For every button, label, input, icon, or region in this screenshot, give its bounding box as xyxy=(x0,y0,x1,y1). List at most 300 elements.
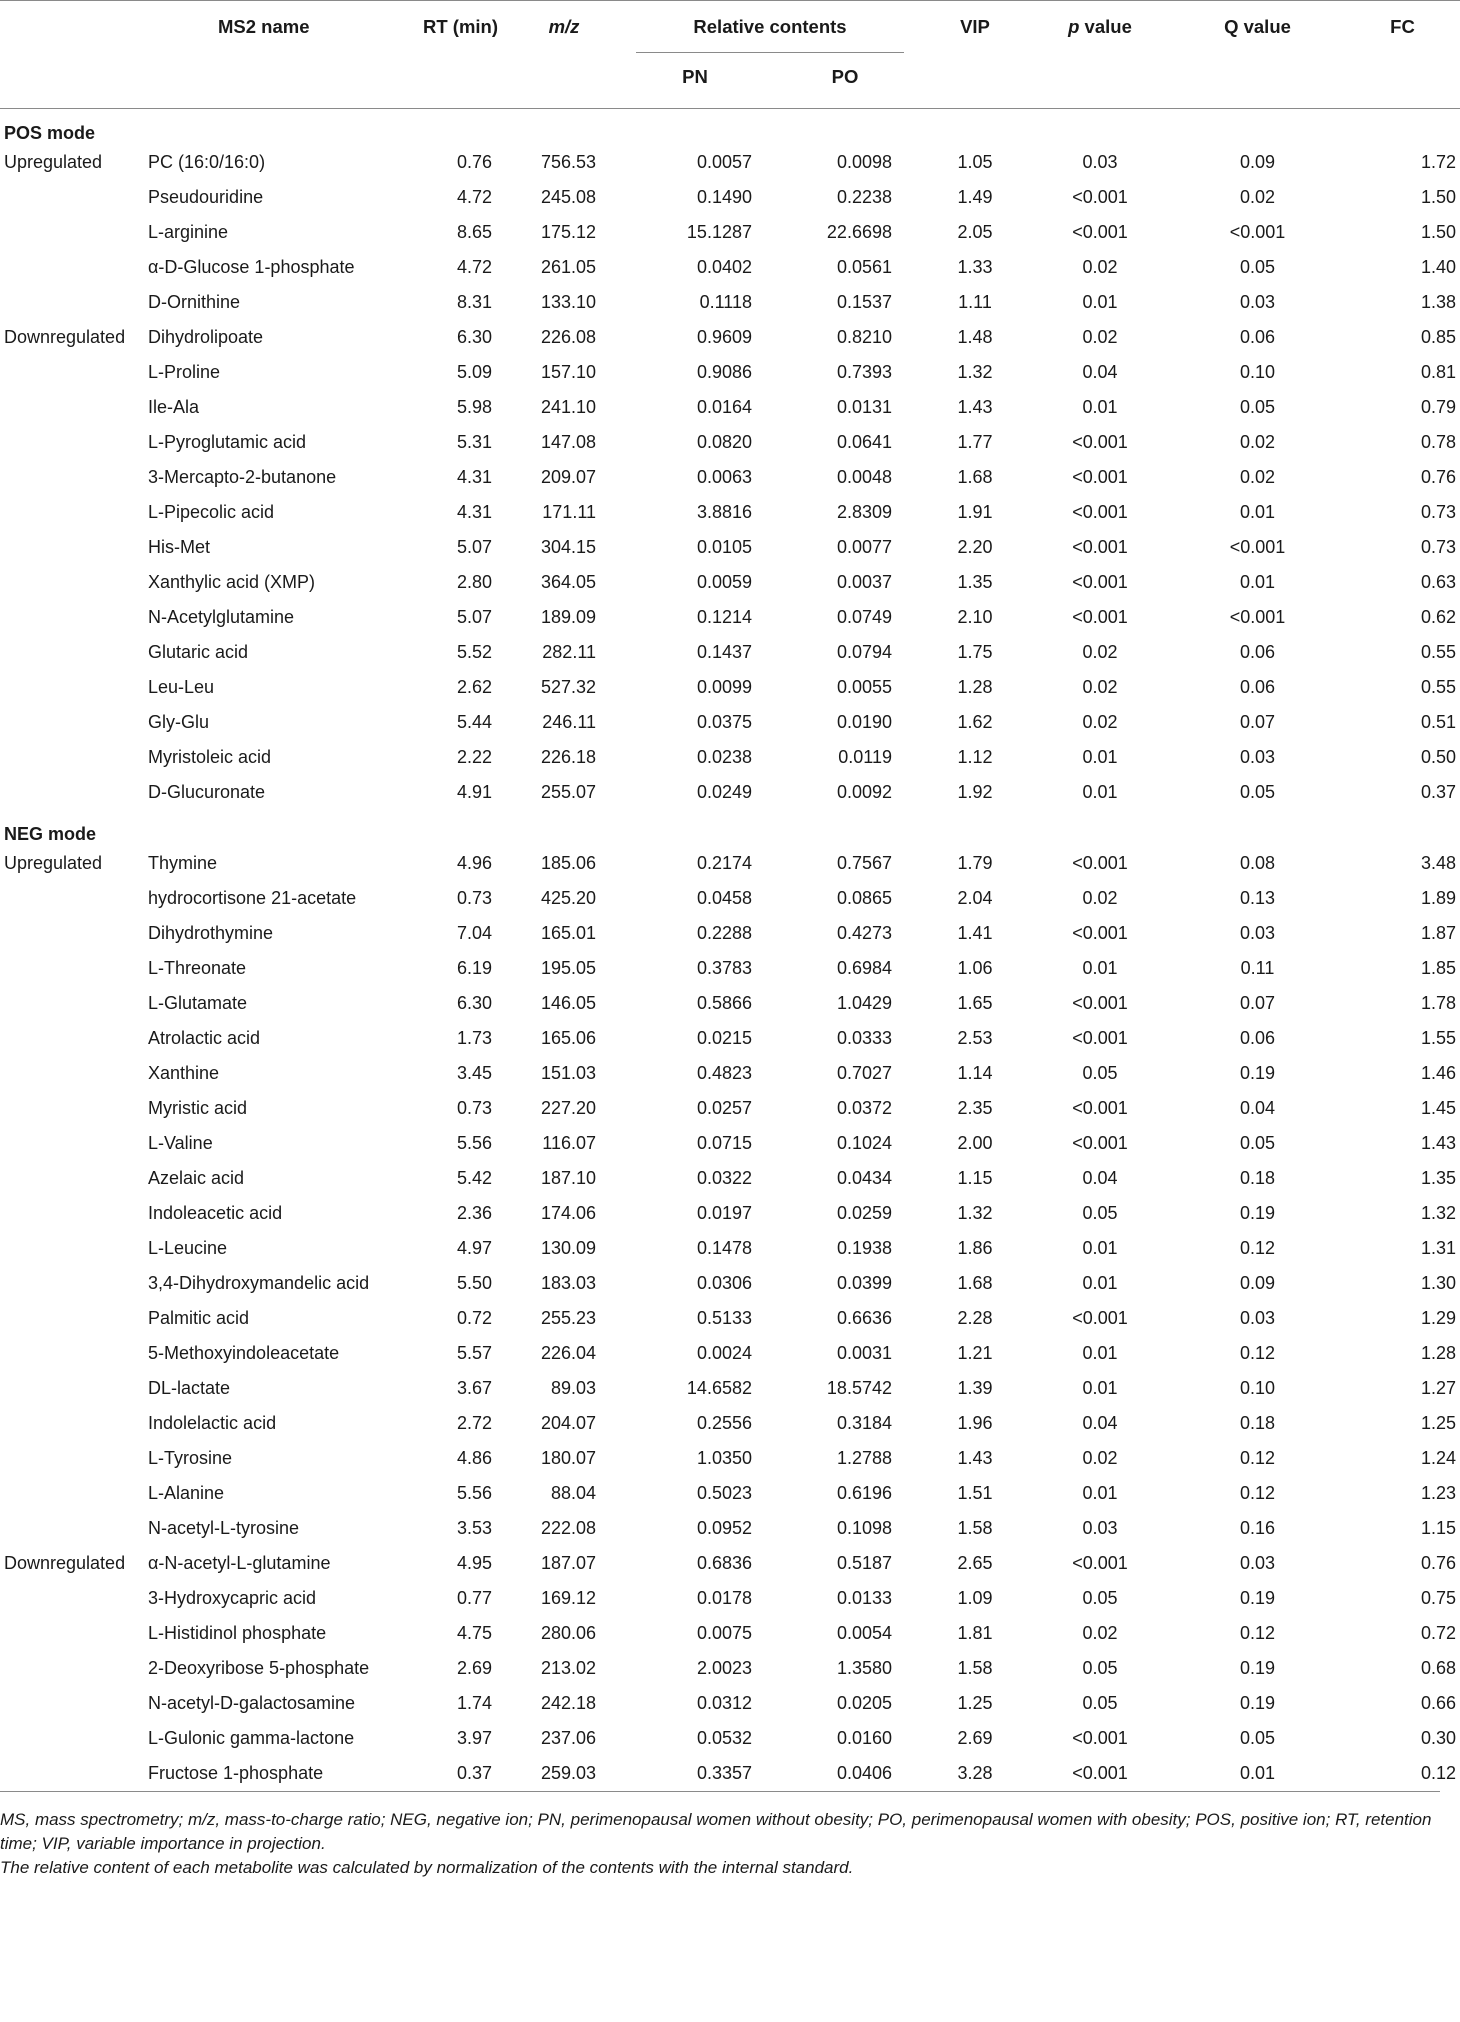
q-value: 0.09 xyxy=(1239,1273,1276,1293)
vip-value: 1.12 xyxy=(957,747,993,767)
table-row xyxy=(0,740,1460,775)
q-value: 0.08 xyxy=(1239,853,1276,873)
p-value: 0.05 xyxy=(1082,1063,1118,1083)
fc-value: 0.75 xyxy=(1420,1588,1456,1608)
table-row xyxy=(0,320,1460,355)
vip-value: 1.06 xyxy=(957,958,993,978)
metabolite-name: Thymine xyxy=(148,853,218,873)
pn-value: 14.6582 xyxy=(686,1378,752,1398)
pn-value: 0.0402 xyxy=(696,257,752,277)
mz-value: 756.53 xyxy=(540,152,596,172)
regulation-group xyxy=(0,565,148,600)
pn-value: 0.0322 xyxy=(696,1168,752,1188)
po-value: 0.0131 xyxy=(836,397,892,417)
mz-value: 89.03 xyxy=(550,1378,596,1398)
rt-value: 0.73 xyxy=(456,1098,492,1118)
mz-value: 165.01 xyxy=(540,923,596,943)
mz-value: 242.18 xyxy=(540,1693,596,1713)
table-row xyxy=(0,881,1460,916)
po-value: 1.0429 xyxy=(836,993,892,1013)
metabolite-name: N-Acetylglutamine xyxy=(148,607,295,627)
fc-value: 1.25 xyxy=(1420,1413,1456,1433)
fc-value: 1.85 xyxy=(1420,958,1456,978)
vip-value: 1.68 xyxy=(957,1273,993,1293)
vip-value: 1.49 xyxy=(957,187,993,207)
rt-value: 4.31 xyxy=(456,502,492,522)
po-value: 0.8210 xyxy=(836,327,892,347)
table-header xyxy=(0,1,1460,109)
pn-value: 0.0105 xyxy=(696,537,752,557)
po-value: 0.6636 xyxy=(836,1308,892,1328)
rt-value: 5.07 xyxy=(456,607,492,627)
p-value: <0.001 xyxy=(1072,432,1128,452)
rt-value: 5.50 xyxy=(456,1273,492,1293)
rt-value: 2.72 xyxy=(456,1413,492,1433)
table-row xyxy=(0,951,1460,986)
metabolite-name: Dihydrothymine xyxy=(148,923,274,943)
table-row xyxy=(0,1686,1460,1721)
fc-value: 0.76 xyxy=(1420,1553,1456,1573)
rt-value: 7.04 xyxy=(456,923,492,943)
fc-value: 1.40 xyxy=(1420,257,1456,277)
pn-value: 0.0059 xyxy=(696,572,752,592)
vip-value: 1.25 xyxy=(957,1693,993,1713)
metabolite-name: 3-Hydroxycapric acid xyxy=(148,1588,317,1608)
header-spacer xyxy=(413,53,508,109)
pn-value: 0.3783 xyxy=(696,958,752,978)
rt-value: 4.96 xyxy=(456,853,492,873)
po-value: 0.4273 xyxy=(836,923,892,943)
metabolite-name: PC (16:0/16:0) xyxy=(148,152,266,172)
fc-value: 1.43 xyxy=(1420,1133,1456,1153)
table-row xyxy=(0,1266,1460,1301)
regulation-group xyxy=(0,425,148,460)
rt-value: 8.31 xyxy=(456,292,492,312)
p-value: 0.05 xyxy=(1082,1588,1118,1608)
metabolite-name: L-Threonate xyxy=(148,958,247,978)
metabolite-name: L-Valine xyxy=(148,1133,213,1153)
vip-value: 2.28 xyxy=(957,1308,993,1328)
rt-value: 5.52 xyxy=(456,642,492,662)
section-row xyxy=(0,810,1460,846)
metabolite-name: Pseudouridine xyxy=(148,187,264,207)
mz-value: 282.11 xyxy=(542,642,596,662)
po-value: 0.0561 xyxy=(836,257,892,277)
q-value: <0.001 xyxy=(1229,607,1286,627)
mz-value: 245.08 xyxy=(540,187,596,207)
regulation-group: Downregulated xyxy=(4,1553,126,1573)
p-value: <0.001 xyxy=(1072,1763,1128,1783)
vip-value: 1.68 xyxy=(957,467,993,487)
vip-value: 2.69 xyxy=(957,1728,993,1748)
pn-value: 0.0057 xyxy=(696,152,752,172)
metabolite-name: D-Ornithine xyxy=(148,292,241,312)
table-row xyxy=(0,145,1460,180)
vip-value: 2.53 xyxy=(957,1028,993,1048)
header-po: PO xyxy=(831,66,859,87)
vip-value: 1.33 xyxy=(957,257,993,277)
q-value: 0.03 xyxy=(1239,747,1276,767)
pn-value: 0.0178 xyxy=(696,1588,752,1608)
po-value: 0.0641 xyxy=(836,432,892,452)
pn-value: 0.0164 xyxy=(696,397,752,417)
mz-value: 259.03 xyxy=(540,1763,596,1783)
pn-value: 0.6836 xyxy=(696,1553,752,1573)
regulation-group xyxy=(0,180,148,215)
regulation-group xyxy=(0,881,148,916)
rt-value: 0.73 xyxy=(456,888,492,908)
po-value: 22.6698 xyxy=(826,222,892,242)
vip-value: 1.15 xyxy=(957,1168,993,1188)
rt-value: 5.57 xyxy=(456,1343,492,1363)
po-value: 0.0190 xyxy=(836,712,892,732)
pn-value: 2.0023 xyxy=(696,1658,752,1678)
table-row xyxy=(0,600,1460,635)
fc-value: 1.72 xyxy=(1420,152,1456,172)
regulation-group xyxy=(0,1231,148,1266)
fc-value: 3.48 xyxy=(1420,853,1456,873)
mz-value: 246.11 xyxy=(542,712,596,732)
po-value: 0.1098 xyxy=(836,1518,892,1538)
po-value: 0.0037 xyxy=(836,572,892,592)
header-q-value: Q value xyxy=(1224,16,1291,37)
table-row xyxy=(0,635,1460,670)
mz-value: 189.09 xyxy=(540,607,596,627)
q-value: 0.06 xyxy=(1239,677,1276,697)
mz-value: 183.03 xyxy=(540,1273,596,1293)
table-row xyxy=(0,775,1460,810)
po-value: 0.0133 xyxy=(836,1588,892,1608)
header-spacer xyxy=(920,53,1030,109)
mz-value: 147.08 xyxy=(540,432,596,452)
fc-value: 0.12 xyxy=(1420,1763,1456,1783)
p-value: 0.01 xyxy=(1082,1238,1118,1258)
fc-value: 0.73 xyxy=(1420,537,1456,557)
metabolite-name: L-Glutamate xyxy=(148,993,248,1013)
rt-value: 4.31 xyxy=(456,467,492,487)
p-value: <0.001 xyxy=(1072,1728,1128,1748)
vip-value: 1.28 xyxy=(957,677,993,697)
po-value: 0.0077 xyxy=(836,537,892,557)
q-value: 0.16 xyxy=(1239,1518,1276,1538)
regulation-group xyxy=(0,460,148,495)
p-value: 0.02 xyxy=(1082,677,1118,697)
p-value: 0.05 xyxy=(1082,1693,1118,1713)
po-value: 0.0259 xyxy=(836,1203,892,1223)
table-row xyxy=(0,1126,1460,1161)
q-value: 0.18 xyxy=(1239,1413,1276,1433)
p-value: <0.001 xyxy=(1072,1308,1128,1328)
q-value: 0.10 xyxy=(1239,1378,1276,1398)
po-value: 0.1938 xyxy=(836,1238,892,1258)
metabolite-name: Myristic acid xyxy=(148,1098,248,1118)
p-value: 0.02 xyxy=(1082,642,1118,662)
pn-value: 0.4823 xyxy=(696,1063,752,1083)
metabolite-name: N-acetyl-D-galactosamine xyxy=(148,1693,356,1713)
vip-value: 1.79 xyxy=(957,853,993,873)
mz-value: 187.07 xyxy=(540,1553,596,1573)
mz-value: 237.06 xyxy=(540,1728,596,1748)
pn-value: 0.9086 xyxy=(696,362,752,382)
pn-value: 0.5023 xyxy=(696,1483,752,1503)
rt-value: 0.37 xyxy=(456,1763,492,1783)
rt-value: 5.44 xyxy=(456,712,492,732)
header-fc: FC xyxy=(1390,16,1415,37)
fc-value: 1.23 xyxy=(1420,1483,1456,1503)
rt-value: 5.42 xyxy=(456,1168,492,1188)
q-value: 0.19 xyxy=(1239,1203,1276,1223)
regulation-group xyxy=(0,1161,148,1196)
p-value: 0.04 xyxy=(1082,362,1118,382)
rt-value: 2.62 xyxy=(456,677,492,697)
fc-value: 1.45 xyxy=(1420,1098,1456,1118)
po-value: 0.0031 xyxy=(836,1343,892,1363)
p-value: <0.001 xyxy=(1072,572,1128,592)
regulation-group xyxy=(0,1756,148,1791)
pn-value: 0.0075 xyxy=(696,1623,752,1643)
rt-value: 2.22 xyxy=(456,747,492,767)
vip-value: 1.92 xyxy=(957,782,993,802)
fc-value: 1.30 xyxy=(1420,1273,1456,1293)
fc-value: 0.72 xyxy=(1420,1623,1456,1643)
vip-value: 2.04 xyxy=(957,888,993,908)
q-value: <0.001 xyxy=(1229,537,1286,557)
table-row xyxy=(0,1336,1460,1371)
vip-value: 1.77 xyxy=(957,432,993,452)
table-row xyxy=(0,425,1460,460)
p-value: 0.01 xyxy=(1082,958,1118,978)
table-row xyxy=(0,1721,1460,1756)
p-value: 0.03 xyxy=(1082,152,1118,172)
pn-value: 0.0063 xyxy=(696,467,752,487)
vip-value: 1.81 xyxy=(957,1623,993,1643)
q-value: 0.03 xyxy=(1239,1308,1276,1328)
rt-value: 0.77 xyxy=(456,1588,492,1608)
po-value: 2.8309 xyxy=(836,502,892,522)
p-value: <0.001 xyxy=(1072,1098,1128,1118)
regulation-group xyxy=(0,635,148,670)
table-row xyxy=(0,390,1460,425)
q-value: 0.12 xyxy=(1239,1483,1276,1503)
vip-value: 1.65 xyxy=(957,993,993,1013)
pn-value: 0.0532 xyxy=(696,1728,752,1748)
pn-value: 0.0238 xyxy=(696,747,752,767)
rt-value: 4.97 xyxy=(456,1238,492,1258)
p-value: 0.01 xyxy=(1082,747,1118,767)
metabolite-name: L-Pyroglutamic acid xyxy=(148,432,307,452)
fc-value: 0.30 xyxy=(1420,1728,1456,1748)
regulation-group xyxy=(0,1581,148,1616)
rt-value: 3.97 xyxy=(456,1728,492,1748)
header-mz: m/z xyxy=(548,16,580,37)
vip-value: 1.43 xyxy=(957,397,993,417)
q-value: 0.12 xyxy=(1239,1623,1276,1643)
po-value: 0.0372 xyxy=(836,1098,892,1118)
fc-value: 1.50 xyxy=(1420,187,1456,207)
q-value: <0.001 xyxy=(1229,222,1286,242)
q-value: 0.05 xyxy=(1239,782,1276,802)
vip-value: 2.20 xyxy=(957,537,993,557)
po-value: 0.1024 xyxy=(836,1133,892,1153)
metabolite-name: Dihydrolipoate xyxy=(148,327,264,347)
regulation-group: Upregulated xyxy=(4,853,103,873)
table-body xyxy=(0,109,1460,1792)
fc-value: 0.78 xyxy=(1420,432,1456,452)
q-value: 0.19 xyxy=(1239,1063,1276,1083)
po-value: 0.1537 xyxy=(836,292,892,312)
regulation-group xyxy=(0,390,148,425)
po-value: 1.2788 xyxy=(836,1448,892,1468)
p-value: 0.05 xyxy=(1082,1658,1118,1678)
fc-value: 1.55 xyxy=(1420,1028,1456,1048)
fc-value: 0.66 xyxy=(1420,1693,1456,1713)
pn-value: 0.2174 xyxy=(696,853,752,873)
pn-value: 0.2556 xyxy=(696,1413,752,1433)
regulation-group xyxy=(0,986,148,1021)
po-value: 0.0749 xyxy=(836,607,892,627)
table-row xyxy=(0,530,1460,565)
regulation-group xyxy=(0,670,148,705)
p-value: <0.001 xyxy=(1072,1133,1128,1153)
vip-value: 3.28 xyxy=(957,1763,993,1783)
metabolite-name: Myristoleic acid xyxy=(148,747,272,767)
vip-value: 1.39 xyxy=(957,1378,993,1398)
p-value: 0.01 xyxy=(1082,782,1118,802)
vip-value: 1.51 xyxy=(957,1483,993,1503)
table-row xyxy=(0,1406,1460,1441)
metabolite-name: α-N-acetyl-L-glutamine xyxy=(148,1553,331,1573)
vip-value: 2.00 xyxy=(957,1133,993,1153)
pn-value: 0.0312 xyxy=(696,1693,752,1713)
p-value: 0.02 xyxy=(1082,1448,1118,1468)
rt-value: 6.30 xyxy=(456,993,492,1013)
fc-value: 0.62 xyxy=(1420,607,1456,627)
p-value: <0.001 xyxy=(1072,1553,1128,1573)
po-value: 0.6196 xyxy=(836,1483,892,1503)
section-row xyxy=(0,109,1460,146)
metabolite-name: 3-Mercapto-2-butanone xyxy=(148,467,337,487)
metabolite-name: hydrocortisone 21-acetate xyxy=(148,888,357,908)
fc-value: 1.32 xyxy=(1420,1203,1456,1223)
q-value: 0.01 xyxy=(1239,572,1276,592)
regulation-group xyxy=(0,1056,148,1091)
fc-value: 0.55 xyxy=(1420,677,1456,697)
mz-value: 209.07 xyxy=(540,467,596,487)
mz-value: 133.10 xyxy=(540,292,596,312)
p-value: <0.001 xyxy=(1072,1028,1128,1048)
rt-value: 1.73 xyxy=(456,1028,492,1048)
pn-value: 1.0350 xyxy=(696,1448,752,1468)
table-row xyxy=(0,916,1460,951)
table-row xyxy=(0,180,1460,215)
table-row xyxy=(0,1616,1460,1651)
q-value: 0.12 xyxy=(1239,1448,1276,1468)
metabolite-name: Atrolactic acid xyxy=(148,1028,261,1048)
fc-value: 1.35 xyxy=(1420,1168,1456,1188)
po-value: 0.0160 xyxy=(836,1728,892,1748)
mz-value: 175.12 xyxy=(540,222,596,242)
mz-value: 255.23 xyxy=(540,1308,596,1328)
rt-value: 5.98 xyxy=(456,397,492,417)
q-value: 0.02 xyxy=(1239,467,1276,487)
vip-value: 2.10 xyxy=(957,607,993,627)
mz-value: 222.08 xyxy=(540,1518,596,1538)
metabolite-name: L-Pipecolic acid xyxy=(148,502,275,522)
mz-value: 255.07 xyxy=(540,782,596,802)
pn-value: 15.1287 xyxy=(686,222,752,242)
table-row xyxy=(0,1021,1460,1056)
mz-value: 226.18 xyxy=(540,747,596,767)
pn-value: 0.1118 xyxy=(699,292,752,312)
table-row xyxy=(0,1651,1460,1686)
vip-value: 1.05 xyxy=(957,152,993,172)
metabolite-name: Indolelactic acid xyxy=(148,1413,277,1433)
fc-value: 1.29 xyxy=(1420,1308,1456,1328)
pn-value: 0.3357 xyxy=(696,1763,752,1783)
regulation-group xyxy=(0,775,148,810)
mz-value: 425.20 xyxy=(540,888,596,908)
pn-value: 0.1490 xyxy=(696,187,752,207)
rt-value: 0.76 xyxy=(456,152,492,172)
p-value: 0.01 xyxy=(1082,1378,1118,1398)
q-value: 0.02 xyxy=(1239,187,1276,207)
vip-value: 1.58 xyxy=(957,1658,993,1678)
po-value: 0.7393 xyxy=(836,362,892,382)
q-value: 0.05 xyxy=(1239,397,1276,417)
fc-value: 1.27 xyxy=(1420,1378,1456,1398)
mz-value: 241.10 xyxy=(540,397,596,417)
footnote-normalization: The relative content of each metabolite was calculated by normalization of the contents with the internal standard. xyxy=(0,1858,854,1877)
regulation-group xyxy=(0,600,148,635)
rt-value: 4.86 xyxy=(456,1448,492,1468)
table-row xyxy=(0,215,1460,250)
pn-value: 0.0099 xyxy=(696,677,752,697)
pn-value: 0.0306 xyxy=(696,1273,752,1293)
table-row xyxy=(0,986,1460,1021)
vip-value: 1.75 xyxy=(957,642,993,662)
metabolite-name: Ile-Ala xyxy=(148,397,200,417)
fc-value: 1.89 xyxy=(1420,888,1456,908)
mz-value: 88.04 xyxy=(550,1483,596,1503)
p-value: <0.001 xyxy=(1072,923,1128,943)
metabolite-name: 3,4-Dihydroxymandelic acid xyxy=(148,1273,370,1293)
table-row xyxy=(0,565,1460,600)
p-value: 0.02 xyxy=(1082,257,1118,277)
table-row xyxy=(0,1161,1460,1196)
metabolite-name: L-Tyrosine xyxy=(148,1448,233,1468)
q-value: 0.05 xyxy=(1239,1133,1276,1153)
table-row xyxy=(0,355,1460,390)
p-value: <0.001 xyxy=(1072,853,1128,873)
q-value: 0.12 xyxy=(1239,1238,1276,1258)
q-value: 0.09 xyxy=(1239,152,1276,172)
regulation-group xyxy=(0,1091,148,1126)
pn-value: 0.1214 xyxy=(696,607,752,627)
regulation-group xyxy=(0,1511,148,1546)
po-value: 0.0119 xyxy=(838,747,892,767)
regulation-group xyxy=(0,740,148,775)
rt-value: 4.72 xyxy=(456,257,492,277)
regulation-group xyxy=(0,355,148,390)
vip-value: 1.32 xyxy=(957,362,993,382)
q-value: 0.05 xyxy=(1239,1728,1276,1748)
mz-value: 364.05 xyxy=(540,572,596,592)
po-value: 1.3580 xyxy=(836,1658,892,1678)
p-value: 0.02 xyxy=(1082,712,1118,732)
metabolite-name: α-D-Glucose 1-phosphate xyxy=(148,257,355,277)
metabolite-name: L-Proline xyxy=(148,362,221,382)
table-footnotes xyxy=(0,1791,1440,1880)
